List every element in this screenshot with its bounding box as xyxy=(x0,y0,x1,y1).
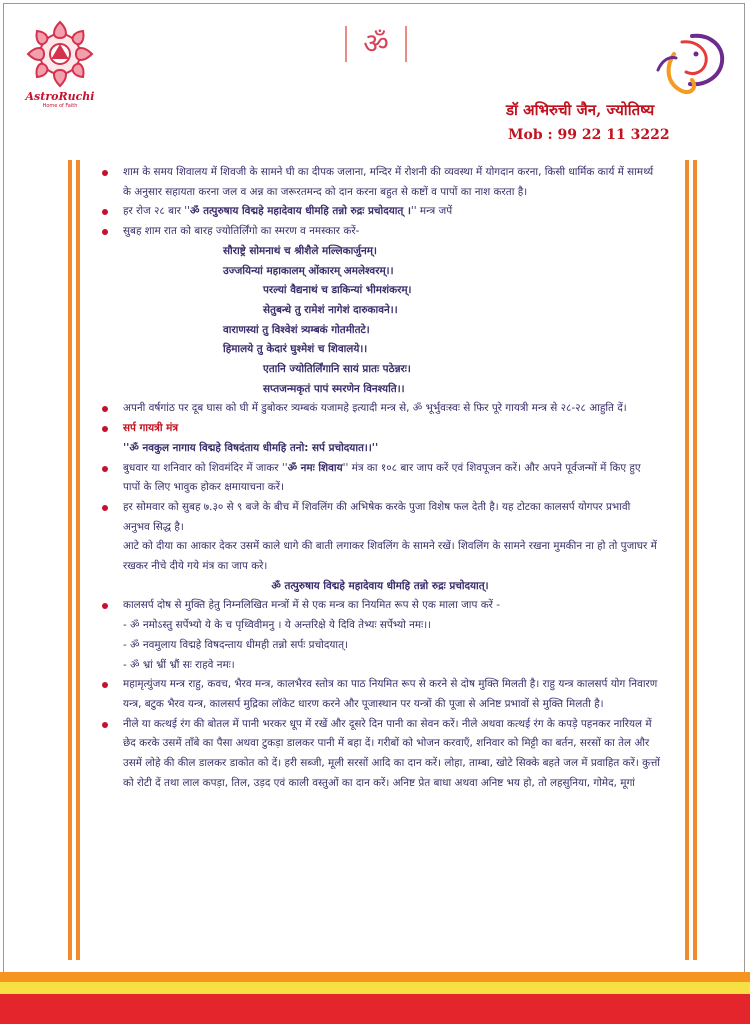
doctor-name: डॉ अभिरुची जैन, ज्योतिष्य xyxy=(506,101,655,119)
footer-bar-red xyxy=(0,994,750,1024)
right-stripe-2 xyxy=(693,160,697,960)
paragraph-text: शाम के समय शिवालय में शिवजी के सामने घी का दीपक जलाना, मन्दिर में रोशनी की व्यवस्था में योगदान करना, किसी धार्मिक कार्य में सामर्थ्य के अनुसार सहायता करना जल व अन्न का जरूरतमन्द को दान करना बहुत से कष्टों व पापों का नाश करता है। xyxy=(123,166,654,198)
verse-line: उज्जयिन्यां महाकालम् ओंकारम् अमलेश्वरम्।। xyxy=(223,264,394,277)
brand-tagline: Home of Faith xyxy=(42,103,78,109)
list-item xyxy=(100,163,660,202)
paragraph-text: हर सोमवार को सुबह ७.३० से ९ बजे के बीच में शिवलिंग की अभिषेक करके पुजा विशेष फल देती है। यह टोटका कालसर्प योगपर प्रभावी अनुभव सिद्ध है। xyxy=(123,500,631,533)
verse-line: सौराष्ट्रे सोमनाथं च श्रीशैले मल्लिकार्जुनम्। xyxy=(223,244,377,257)
section-heading xyxy=(100,419,660,439)
paragraph-text: महामृत्युंजय मन्त्र राहु, कवच, भैरव मन्त्र, कालभैरव स्तोत्र का पाठ नियमित रूप से करने से दोष मुक्ति मिलती है। राहु यन्त्र कालसर्प योग निवारण यन्त्र, बटुक भैरव यन्त्र, कालसर्प मुद्रिका लॉकेट धारण करने और पूजास्थान पर यन्त्रों की पूजा से अनिष्ट प्रभावों से मुक्ति मिलती है। xyxy=(123,678,658,710)
paragraph-text: बुधवार या शनिवार को शिवमंदिर में जाकर '' xyxy=(123,461,288,474)
mantra-text: ॐ नमः शिवाय xyxy=(287,461,343,474)
mantra-text: ॐ तत्पुरुषाय विद्महे महादेवाय धीमहि तन्नो रुद्रः प्रचोदयात् । xyxy=(190,205,411,218)
ganesh-logo-icon xyxy=(652,30,728,100)
paragraph: आटे को दीया का आकार देकर उसमें काले धागे की बाती लगाकर शिवलिंग के सामने रखें। शिवलिंग के सामने रखना मुमकीन ना हो तो पुजाघर में रखकर नीचे दीये गये मंत्र का जाप करे। xyxy=(123,540,657,573)
om-emblem xyxy=(343,24,409,66)
mobile-number: Mob : 99 22 11 3222 xyxy=(508,127,670,143)
paragraph-text: अपनी वर्षगांठ पर दूब घास को घी में डुबोकर त्र्यम्बकं यजामहे इत्यादी मन्त्र से, ॐ भूर्भुवःस्वः से फिर पूरे गायत्री मन्त्र से २८-२८ आहुति दें। xyxy=(123,402,627,415)
list-item xyxy=(100,222,660,242)
paragraph-text: नीले या कत्थई रंग की बोतल में पानी भरकर धूप में रखें और दूसरे दिन पानी का सेवन करें। नीले अथवा कत्थई रंग के कपड़े पहनकर नारियल में छेद करके उसमें ताँबे का पैसा अथवा टुकड़ा डालकर पानी में बहा दें। गरीबों को भोजन करवाएँ, शनिवार को मिट्टी का बर्तन, सरसों का तेल और उसमें लोहे की कील डालकर डाकोत को दें। हरी सब्जी, मूली सरसों आदि का दान करें। लोहा, ताम्बा, खोटे सिक्के बहते जल में प्रवाहित करें। कुत्तों को रोटी दें तथा लाल कपड़ा, तिल, उड़द एवं काली वस्तुओं का दान करें। अनिष्ट प्रेत बाधा अथवा अनिष्ट भय हो, तो लहसुनिया, गोमेद, मूगां xyxy=(123,717,660,789)
paragraph-text: '' मंत्र का १०८ बार जाप करें एवं शिवपूजन करें। और अपने पूर्वजन्मों में किए हुए पापों के लिए भावुक होकर क्षमायाचना करें। xyxy=(123,461,641,494)
left-stripe-2 xyxy=(76,160,80,960)
right-stripe-1 xyxy=(685,160,689,960)
list-item xyxy=(100,715,660,794)
verse-line: सेतुबन्धे तु रामेशं नागेशं दारुकावने।। xyxy=(263,303,398,316)
verse-line: वाराणस्यां तु विश्वेशं त्र्यम्बकं गोतमीतटे। xyxy=(223,323,370,336)
paragraph-text: हर रोज २८ बार '' xyxy=(123,205,191,218)
main-content xyxy=(100,163,660,794)
mantra-list-item: - ॐ नवमुलाय विद्महे विषदन्ताय धीमही तन्नो सर्पः प्रचोदयात्। xyxy=(123,638,348,651)
footer-bar-yellow xyxy=(0,982,750,994)
list-item xyxy=(100,675,660,714)
paragraph-text: कालसर्प दोष से मुक्ति हेतु निम्नलिखित मन्त्रों में से एक मन्त्र का नियमित रूप से एक माला जाप करें - xyxy=(123,599,500,612)
list-item xyxy=(100,459,660,498)
list-item xyxy=(100,498,660,537)
paragraph-text: सुबह शाम रात को बारह ज्योतिर्लिंगो का स्मरण व नमस्कार करें- xyxy=(123,225,360,238)
verse-line: हिमालये तु केदारं घुश्मेशं च शिवालये।। xyxy=(223,343,368,356)
paragraph-text: '' मन्त्र जपें xyxy=(410,205,453,218)
verse-line: परल्यां वैद्यनाथं च डाकिन्यां भीमशंकरम्। xyxy=(263,284,412,297)
mantra-list-item: - ॐ नमोऽस्तु सर्पेभ्यो ये के च पृथ्विवीमनु । ये अन्तरिक्षे ये दिवि तेभ्यः सर्पेभ्यो नमः।। xyxy=(123,619,432,632)
mantra-line: ''ॐ नवकुल नागाय विद्महे विषदंताय धीमहि तनो: सर्प प्रचोदयात।।'' xyxy=(123,441,379,454)
mantra-list-item: - ॐ भ्रां भ्रीं भ्रौं सः राहवे नमः। xyxy=(123,658,235,671)
om-icon: ॐ xyxy=(363,27,389,60)
verse-line: एतानि ज्योतिर्लिंगानि सायं प्रातः पठेन्नरः। xyxy=(263,363,411,376)
mantra-center: ॐ तत्पुरुषाय विद्महे महादेवाय धीमहि तन्नो रुद्रः प्रचोदयात्। xyxy=(271,579,489,592)
heading-text: सर्प गायत्री मंत्र xyxy=(123,422,179,435)
brand-name: AstroRuchi xyxy=(25,90,95,103)
list-item xyxy=(100,596,660,616)
list-item xyxy=(100,202,660,222)
footer-bar-orange xyxy=(0,972,750,982)
verse-line: सप्तजन्मकृतं पापं स्मरणेन विनश्यति।। xyxy=(263,382,405,395)
list-item xyxy=(100,399,660,419)
left-stripe-1 xyxy=(68,160,72,960)
